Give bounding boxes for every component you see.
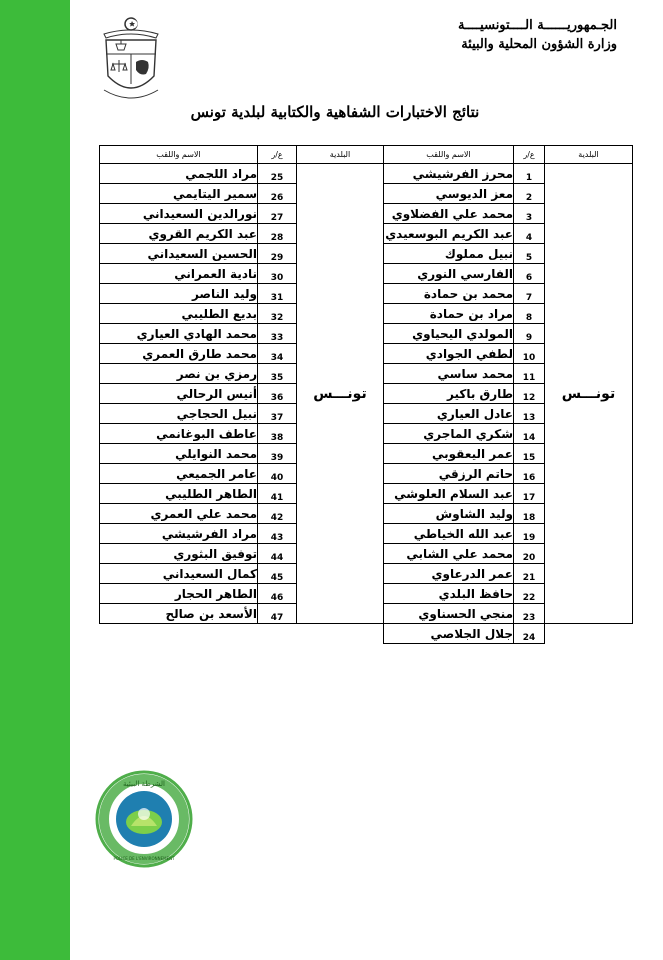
candidate-name: الفارسي النوري bbox=[384, 264, 514, 284]
row-number: 33 bbox=[258, 324, 297, 344]
candidate-name: وليد الناصر bbox=[100, 284, 258, 304]
row-number: 9 bbox=[514, 324, 545, 344]
row-number: 42 bbox=[258, 504, 297, 524]
header-municipality: البلدية bbox=[297, 146, 384, 164]
candidate-name: جلال الجلاصي bbox=[384, 624, 514, 644]
candidate-name: الأسعد بن صالح bbox=[100, 604, 258, 624]
candidate-name: منجي الحسناوي bbox=[384, 604, 514, 624]
header-name: الاسم واللقب bbox=[100, 146, 258, 164]
row-number: 47 bbox=[258, 604, 297, 624]
candidate-name: محمد علي الفضلاوي bbox=[384, 204, 514, 224]
row-number: 44 bbox=[258, 544, 297, 564]
document-header bbox=[458, 16, 617, 54]
row-number: 41 bbox=[258, 484, 297, 504]
candidate-name: الحسين السعيداني bbox=[100, 244, 258, 264]
candidate-name: بديع الطليبي bbox=[100, 304, 258, 324]
row-number: 19 bbox=[514, 524, 545, 544]
row-number: 43 bbox=[258, 524, 297, 544]
candidate-name: عبد السلام العلوشي bbox=[384, 484, 514, 504]
candidate-name: الطاهر الحجار bbox=[100, 584, 258, 604]
candidate-name: حاتم الرزقي bbox=[384, 464, 514, 484]
row-number: 4 bbox=[514, 224, 545, 244]
candidate-name: توفيق البثوري bbox=[100, 544, 258, 564]
page-title: نتائج الاختبارات الشفاهية والكتابية لبلدية تونس bbox=[190, 103, 480, 121]
header-name: الاسم واللقب bbox=[384, 146, 514, 164]
row-number: 36 bbox=[258, 384, 297, 404]
row-number: 17 bbox=[514, 484, 545, 504]
row-number: 6 bbox=[514, 264, 545, 284]
candidate-name: عمر اليعقوبي bbox=[384, 444, 514, 464]
candidate-name: حافظ البلدي bbox=[384, 584, 514, 604]
candidate-name: نبيل مملوك bbox=[384, 244, 514, 264]
results-table-right bbox=[383, 145, 633, 644]
row-number: 23 bbox=[514, 604, 545, 624]
row-number: 14 bbox=[514, 424, 545, 444]
table-row bbox=[384, 164, 633, 184]
row-number: 35 bbox=[258, 364, 297, 384]
candidate-name: عمر الدرعاوي bbox=[384, 564, 514, 584]
candidate-name: نبيل الحجاجي bbox=[100, 404, 258, 424]
candidate-name: محمد بن حمادة bbox=[384, 284, 514, 304]
green-side-bar bbox=[0, 0, 70, 960]
row-number: 12 bbox=[514, 384, 545, 404]
empty-cell bbox=[545, 624, 633, 644]
table-header-row bbox=[384, 146, 633, 164]
candidate-name: نادية العمراني bbox=[100, 264, 258, 284]
candidate-name: طارق باكير bbox=[384, 384, 514, 404]
row-number: 16 bbox=[514, 464, 545, 484]
table-row bbox=[384, 624, 633, 644]
row-number: 13 bbox=[514, 404, 545, 424]
row-number: 18 bbox=[514, 504, 545, 524]
candidate-name: مراد الفرشيشي bbox=[100, 524, 258, 544]
candidate-name: محمد الهادي العياري bbox=[100, 324, 258, 344]
candidate-name: وليد الشاوش bbox=[384, 504, 514, 524]
row-number: 10 bbox=[514, 344, 545, 364]
row-number: 34 bbox=[258, 344, 297, 364]
municipality-cell: تونـــس bbox=[297, 164, 384, 624]
row-number: 20 bbox=[514, 544, 545, 564]
municipality-cell: تونـــس bbox=[545, 164, 633, 624]
candidate-name: محمد طارق العمري bbox=[100, 344, 258, 364]
row-number: 26 bbox=[258, 184, 297, 204]
candidate-name: عادل العياري bbox=[384, 404, 514, 424]
row-number: 37 bbox=[258, 404, 297, 424]
row-number: 32 bbox=[258, 304, 297, 324]
badge-french-text: POLICE DE L'ENVIRONNEMENT bbox=[113, 856, 175, 861]
row-number: 45 bbox=[258, 564, 297, 584]
row-number: 30 bbox=[258, 264, 297, 284]
header-number: ع/ر bbox=[514, 146, 545, 164]
results-table-left bbox=[99, 145, 384, 624]
candidate-name: عامر الجميعي bbox=[100, 464, 258, 484]
row-number: 39 bbox=[258, 444, 297, 464]
candidate-name: نورالدين السعيداني bbox=[100, 204, 258, 224]
candidate-name: كمال السعيداني bbox=[100, 564, 258, 584]
environmental-police-badge-icon bbox=[95, 770, 193, 868]
candidate-name: معز الديوسي bbox=[384, 184, 514, 204]
candidate-name: عبد الله الخياطي bbox=[384, 524, 514, 544]
candidate-name: لطفي الجوادي bbox=[384, 344, 514, 364]
row-number: 31 bbox=[258, 284, 297, 304]
candidate-name: سمير اليتايمي bbox=[100, 184, 258, 204]
candidate-name: محمد النوايلي bbox=[100, 444, 258, 464]
row-number: 15 bbox=[514, 444, 545, 464]
row-number: 25 bbox=[258, 164, 297, 184]
candidate-name: محمد ساسي bbox=[384, 364, 514, 384]
row-number: 24 bbox=[514, 624, 545, 644]
republic-name: الجـمهوريــــــة الــــتونسيــــة bbox=[457, 18, 617, 33]
header-number: ع/ر bbox=[258, 146, 297, 164]
candidate-name: المولدي اليحياوي bbox=[384, 324, 514, 344]
row-number: 21 bbox=[514, 564, 545, 584]
candidate-name: محمد علي الشابي bbox=[384, 544, 514, 564]
candidate-name: أنيس الرحالي bbox=[100, 384, 258, 404]
row-number: 7 bbox=[514, 284, 545, 304]
row-number: 27 bbox=[258, 204, 297, 224]
candidate-name: رمزي بن نصر bbox=[100, 364, 258, 384]
candidate-name: عبد الكريم البوسعيدي bbox=[384, 224, 514, 244]
tunisia-coat-of-arms-icon bbox=[96, 16, 166, 104]
candidate-name: الطاهر الطليبي bbox=[100, 484, 258, 504]
candidate-name: عبد الكريم القروي bbox=[100, 224, 258, 244]
candidate-name: محمد علي العمري bbox=[100, 504, 258, 524]
candidate-name: مراد اللجمي bbox=[100, 164, 258, 184]
row-number: 2 bbox=[514, 184, 545, 204]
row-number: 5 bbox=[514, 244, 545, 264]
candidate-name: عاطف البوغانمي bbox=[100, 424, 258, 444]
row-number: 11 bbox=[514, 364, 545, 384]
candidate-name: شكري الماجري bbox=[384, 424, 514, 444]
row-number: 8 bbox=[514, 304, 545, 324]
badge-arabic-text: الشرطة البيئية bbox=[122, 780, 166, 788]
candidate-name: مراد بن حمادة bbox=[384, 304, 514, 324]
row-number: 38 bbox=[258, 424, 297, 444]
header-municipality: البلدية bbox=[545, 146, 633, 164]
row-number: 22 bbox=[514, 584, 545, 604]
row-number: 28 bbox=[258, 224, 297, 244]
row-number: 3 bbox=[514, 204, 545, 224]
table-row bbox=[100, 164, 384, 184]
row-number: 1 bbox=[514, 164, 545, 184]
row-number: 40 bbox=[258, 464, 297, 484]
row-number: 46 bbox=[258, 584, 297, 604]
row-number: 29 bbox=[258, 244, 297, 264]
ministry-name: وزارة الشؤون المحلية والبيئة bbox=[461, 37, 617, 52]
table-header-row bbox=[100, 146, 384, 164]
candidate-name: محرز الفرشيشي bbox=[384, 164, 514, 184]
